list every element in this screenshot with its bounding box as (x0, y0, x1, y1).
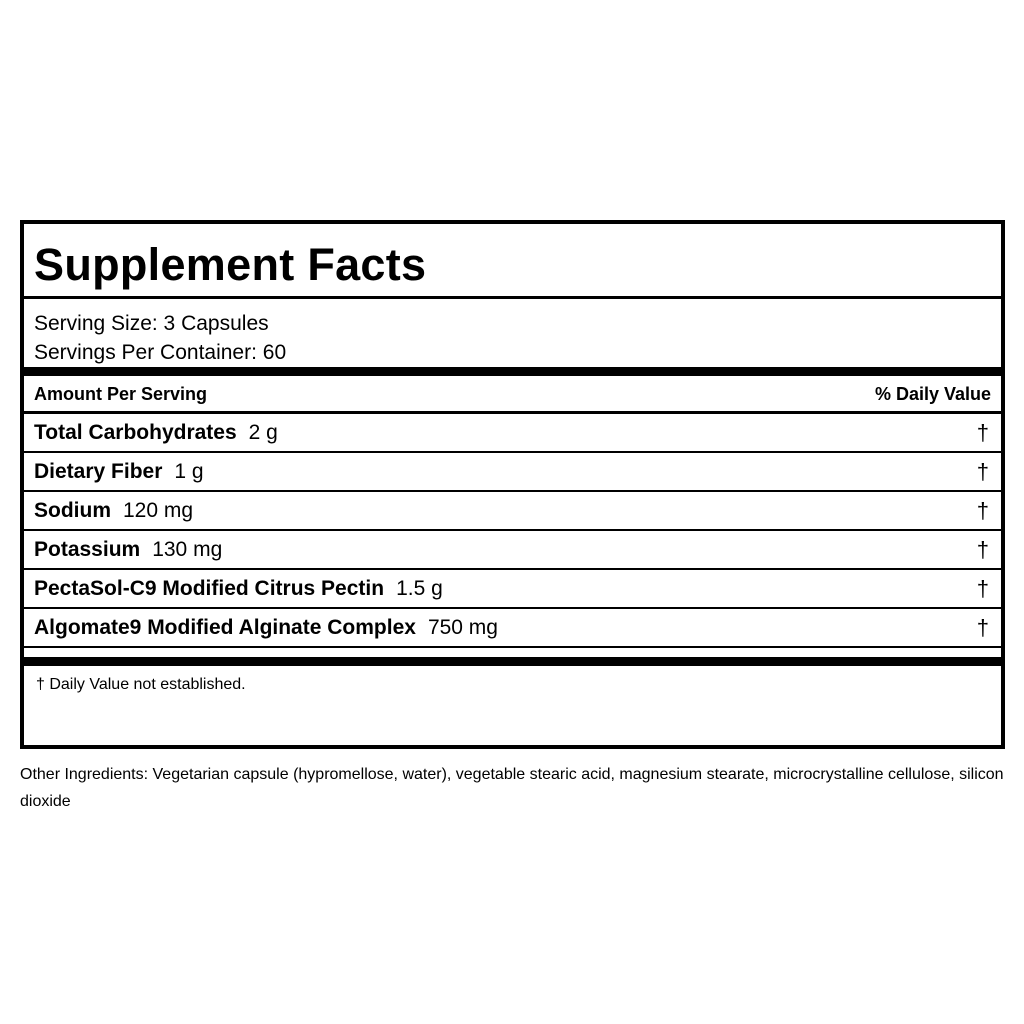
supplement-facts-panel (20, 220, 1005, 749)
servings-per-container: Servings Per Container: 60 (34, 341, 287, 364)
nutrient-name: Potassium (34, 537, 141, 561)
nutrient-name: Dietary Fiber (34, 459, 163, 483)
serving-size: Serving Size: 3 Capsules (34, 312, 269, 335)
nutrient-daily-value: † (976, 614, 989, 640)
nutrient-daily-value: † (976, 536, 989, 562)
nutrient-row-potassium (24, 531, 1001, 570)
thick-divider (24, 648, 1001, 666)
nutrient-row-algomate9 (24, 609, 1001, 648)
nutrient-row-sodium (24, 492, 1001, 531)
nutrient-amount: 1 g (174, 459, 204, 483)
column-header-row (24, 376, 1001, 414)
daily-value-footnote: † Daily Value not established. (36, 676, 246, 693)
nutrient-label (34, 577, 443, 601)
nutrient-name: Algomate9 Modified Alginate Complex (34, 615, 416, 639)
nutrient-daily-value: † (976, 419, 989, 445)
nutrient-name: PectaSol-C9 Modified Citrus Pectin (34, 576, 385, 600)
daily-value-header: % Daily Value (874, 384, 991, 404)
nutrient-name: Sodium (34, 498, 111, 522)
nutrient-daily-value: † (976, 458, 989, 484)
nutrient-amount: 1.5 g (396, 576, 443, 600)
nutrient-row-pectasol (24, 570, 1001, 609)
other-ingredients: Other Ingredients: Vegetarian capsule (hypromellose, water), vegetable stearic acid, magnesium stearate, microcrystalline cellulose, silicon dioxide (20, 766, 1004, 810)
serving-info (24, 299, 1001, 376)
title-section (24, 224, 1001, 299)
panel-title: Supplement Facts (34, 239, 427, 290)
nutrient-name: Total Carbohydrates (34, 420, 237, 444)
nutrient-label (34, 499, 193, 523)
nutrient-label (34, 538, 222, 562)
nutrient-daily-value: † (976, 575, 989, 601)
amount-per-serving-header: Amount Per Serving (34, 384, 208, 404)
nutrient-label (34, 616, 498, 640)
nutrient-row-dietary-fiber (24, 453, 1001, 492)
nutrient-label (34, 460, 204, 484)
nutrient-row-total-carbohydrates (24, 414, 1001, 453)
nutrient-amount: 2 g (248, 420, 278, 444)
nutrient-amount: 750 mg (427, 615, 498, 639)
nutrient-amount: 130 mg (152, 537, 223, 561)
nutrient-daily-value: † (976, 497, 989, 523)
nutrient-amount: 120 mg (123, 498, 194, 522)
nutrient-label (34, 421, 278, 445)
